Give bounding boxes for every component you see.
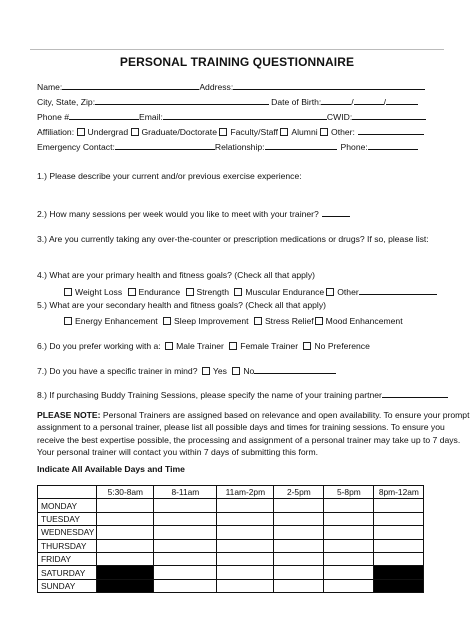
table-header-row bbox=[38, 486, 424, 499]
unavailable-slot-cell bbox=[374, 566, 424, 579]
availability-slot-cell[interactable] bbox=[97, 499, 154, 512]
dob-slash-1: / bbox=[351, 97, 354, 107]
header-corner-cell bbox=[38, 486, 97, 499]
availability-slot-cell[interactable] bbox=[217, 499, 274, 512]
mood-enhancement-checkbox[interactable] bbox=[315, 317, 323, 325]
availability-slot-cell[interactable] bbox=[154, 512, 217, 525]
question-1: 1.) Please describe your current and/or previous exercise experience: bbox=[37, 171, 302, 181]
graduate-checkbox[interactable] bbox=[131, 128, 139, 136]
unavailable-slot-cell bbox=[97, 579, 154, 592]
name-row bbox=[37, 81, 425, 93]
table-body bbox=[38, 499, 424, 593]
header-cell: 2-5pm bbox=[274, 486, 324, 499]
cwid-field[interactable] bbox=[352, 111, 426, 120]
question-6-row bbox=[37, 341, 370, 352]
stress-relief-label: Stress Relief bbox=[264, 316, 314, 326]
no-checkbox[interactable] bbox=[232, 367, 240, 375]
table-row bbox=[38, 579, 424, 592]
availability-slot-cell[interactable] bbox=[217, 566, 274, 579]
other-affiliation-field[interactable] bbox=[358, 126, 424, 135]
email-label: Email: bbox=[139, 112, 163, 122]
cwid-label: CWID: bbox=[326, 112, 353, 122]
faculty-staff-label: Faculty/Staff bbox=[230, 127, 278, 137]
female-trainer-label: Female Trainer bbox=[240, 341, 299, 351]
availability-slot-cell[interactable] bbox=[324, 566, 374, 579]
name-field[interactable] bbox=[62, 81, 199, 90]
availability-slot-cell[interactable] bbox=[97, 552, 154, 565]
undergrad-checkbox[interactable] bbox=[77, 128, 85, 136]
other-goal-checkbox[interactable] bbox=[326, 288, 334, 296]
city-state-zip-label: City, State, Zip: bbox=[37, 97, 96, 107]
table-row bbox=[38, 539, 424, 552]
female-trainer-checkbox[interactable] bbox=[229, 342, 237, 350]
question-5: 5.) What are your secondary health and fitness goals? (Check all that apply) bbox=[37, 300, 326, 310]
table-row bbox=[38, 526, 424, 539]
availability-slot-cell[interactable] bbox=[374, 526, 424, 539]
energy-enhancement-label: Energy Enhancement bbox=[75, 316, 158, 326]
muscular-endurance-checkbox[interactable] bbox=[234, 288, 242, 296]
emergency-contact-field[interactable] bbox=[115, 141, 215, 150]
strength-checkbox[interactable] bbox=[186, 288, 194, 296]
note-line-4: Your personal trainer will contact you within 7 days of submitting this form. bbox=[37, 446, 319, 457]
availability-slot-cell[interactable] bbox=[274, 526, 324, 539]
secondary-goals-options bbox=[64, 316, 403, 327]
day-label-cell: TUESDAY bbox=[38, 512, 97, 525]
note-line-3: receive the best expertise possible, the processing and assignment of a personal trainer may take up to 7 days. bbox=[37, 434, 461, 445]
note-line-2: assignment to a personal trainer, please list all possible days and times for training sessions. To ensure you bbox=[37, 422, 445, 433]
top-rule bbox=[30, 49, 444, 50]
unavailable-slot-cell bbox=[97, 566, 154, 579]
mood-enhancement-label: Mood Enhancement bbox=[325, 316, 403, 326]
availability-slot-cell[interactable] bbox=[274, 499, 324, 512]
dob-month-field[interactable] bbox=[321, 96, 354, 107]
no-preference-checkbox[interactable] bbox=[303, 342, 311, 350]
unavailable-slot-cell bbox=[374, 579, 424, 592]
availability-slot-cell[interactable] bbox=[154, 566, 217, 579]
availability-slot-cell[interactable] bbox=[324, 552, 374, 565]
phone-row bbox=[37, 111, 426, 123]
energy-enhancement-checkbox[interactable] bbox=[64, 317, 72, 325]
availability-slot-cell[interactable] bbox=[324, 579, 374, 592]
faculty-staff-checkbox[interactable] bbox=[219, 128, 227, 136]
endurance-label: Endurance bbox=[138, 287, 181, 297]
alumni-checkbox[interactable] bbox=[280, 128, 288, 136]
availability-slot-cell[interactable] bbox=[217, 579, 274, 592]
sessions-per-week-field[interactable] bbox=[322, 208, 350, 217]
availability-slot-cell[interactable] bbox=[374, 539, 424, 552]
availability-slot-cell[interactable] bbox=[154, 579, 217, 592]
muscular-endurance-label: Muscular Endurance bbox=[245, 287, 325, 297]
availability-slot-cell[interactable] bbox=[274, 579, 324, 592]
availability-table bbox=[37, 485, 424, 593]
availability-slot-cell[interactable] bbox=[324, 512, 374, 525]
day-label-cell: FRIDAY bbox=[38, 552, 97, 565]
relationship-label: Relationship: bbox=[214, 142, 265, 152]
please-note-paragraph bbox=[37, 409, 470, 458]
availability-slot-cell[interactable] bbox=[374, 512, 424, 525]
weight-loss-label: Weight Loss bbox=[75, 287, 123, 297]
availability-slot-cell[interactable] bbox=[97, 526, 154, 539]
phone-label: Phone # bbox=[37, 112, 70, 122]
availability-slot-cell[interactable] bbox=[154, 552, 217, 565]
relationship-field[interactable] bbox=[265, 141, 337, 150]
endurance-checkbox[interactable] bbox=[128, 288, 136, 296]
city-state-zip-field[interactable] bbox=[95, 96, 269, 105]
availability-slot-cell[interactable] bbox=[217, 552, 274, 565]
male-trainer-checkbox[interactable] bbox=[165, 342, 173, 350]
table-row bbox=[38, 512, 424, 525]
sleep-improvement-checkbox[interactable] bbox=[163, 317, 171, 325]
dob-year-field[interactable] bbox=[383, 96, 418, 107]
day-label-cell: THURSDAY bbox=[38, 539, 97, 552]
header-cell: 5-8pm bbox=[324, 486, 374, 499]
availability-slot-cell[interactable] bbox=[154, 499, 217, 512]
question-4: 4.) What are your primary health and fitness goals? (Check all that apply) bbox=[37, 270, 315, 280]
availability-slot-cell[interactable] bbox=[217, 539, 274, 552]
availability-slot-cell[interactable] bbox=[217, 512, 274, 525]
emergency-phone-field[interactable] bbox=[368, 141, 418, 150]
affiliation-row bbox=[37, 126, 424, 138]
yes-checkbox[interactable] bbox=[202, 367, 210, 375]
graduate-label: Graduate/Doctorate bbox=[141, 127, 217, 137]
header-cell: 8pm-12am bbox=[374, 486, 424, 499]
question-8-row bbox=[37, 389, 448, 401]
weight-loss-checkbox[interactable] bbox=[64, 288, 72, 296]
question-2-row bbox=[37, 208, 350, 220]
availability-slot-cell[interactable] bbox=[97, 539, 154, 552]
question-8: 8.) If purchasing Buddy Training Sessions, please specify the name of your training partner bbox=[37, 390, 382, 400]
header-cell: 11am-2pm bbox=[217, 486, 274, 499]
other-goal-label: Other bbox=[337, 287, 359, 297]
table-row bbox=[38, 499, 424, 512]
other-affiliation-label: Other: bbox=[331, 127, 355, 137]
question-6: 6.) Do you prefer working with a: bbox=[37, 341, 161, 351]
other-goal-field[interactable] bbox=[359, 286, 437, 295]
availability-slot-cell[interactable] bbox=[324, 499, 374, 512]
stress-relief-checkbox[interactable] bbox=[254, 317, 262, 325]
address-label: Address: bbox=[199, 82, 234, 92]
question-7: 7.) Do you have a specific trainer in mind? bbox=[37, 366, 198, 376]
sleep-improvement-label: Sleep Improvement bbox=[174, 316, 249, 326]
yes-label: Yes bbox=[212, 366, 227, 376]
day-label-cell: SUNDAY bbox=[38, 579, 97, 592]
affiliation-label: Affiliation: bbox=[37, 127, 75, 137]
day-label-cell: SATURDAY bbox=[38, 566, 97, 579]
dob-slash-2: / bbox=[383, 97, 387, 107]
header-cell: 5:30-8am bbox=[97, 486, 154, 499]
table-row bbox=[38, 552, 424, 565]
no-label: No bbox=[243, 366, 255, 376]
availability-slot-cell[interactable] bbox=[274, 512, 324, 525]
emergency-row bbox=[37, 141, 418, 153]
please-note-label: PLEASE NOTE: bbox=[37, 410, 101, 420]
availability-slot-cell[interactable] bbox=[154, 526, 217, 539]
availability-slot-cell[interactable] bbox=[217, 526, 274, 539]
form-title: PERSONAL TRAINING QUESTIONNAIRE bbox=[119, 55, 355, 69]
primary-goals-options bbox=[64, 286, 437, 298]
availability-slot-cell[interactable] bbox=[274, 539, 324, 552]
note-line-1 bbox=[37, 409, 470, 421]
table-row bbox=[38, 566, 424, 579]
trainer-name-field[interactable] bbox=[254, 365, 336, 374]
availability-slot-cell[interactable] bbox=[154, 539, 217, 552]
emergency-phone-label: Phone: bbox=[340, 142, 368, 152]
dob-day-field[interactable] bbox=[354, 96, 387, 107]
availability-slot-cell[interactable] bbox=[274, 552, 324, 565]
availability-slot-cell[interactable] bbox=[324, 539, 374, 552]
question-2: 2.) How many sessions per week would you like to meet with your trainer? bbox=[37, 209, 319, 219]
undergrad-label: Undergrad bbox=[87, 127, 129, 137]
no-preference-label: No Preference bbox=[314, 341, 370, 351]
emergency-contact-label: Emergency Contact: bbox=[37, 142, 115, 152]
question-3: 3.) Are you currently taking any over-the-counter or prescription medications or drugs? If so, please list: bbox=[37, 234, 429, 244]
address-field[interactable] bbox=[233, 81, 425, 90]
name-label: Name: bbox=[37, 82, 63, 92]
header-cell: 8-11am bbox=[154, 486, 217, 499]
male-trainer-label: Male Trainer bbox=[176, 341, 224, 351]
other-affiliation-checkbox[interactable] bbox=[320, 128, 328, 136]
note-text-1: Personal Trainers are assigned based on relevance and open availability. To ensure your prompt bbox=[100, 410, 470, 420]
availability-slot-cell[interactable] bbox=[324, 526, 374, 539]
availability-slot-cell[interactable] bbox=[97, 512, 154, 525]
availability-slot-cell[interactable] bbox=[274, 566, 324, 579]
phone-field[interactable] bbox=[69, 111, 139, 120]
dob-label: Date of Birth: bbox=[271, 97, 322, 107]
day-label-cell: MONDAY bbox=[38, 499, 97, 512]
strength-label: Strength bbox=[196, 287, 229, 297]
availability-slot-cell[interactable] bbox=[374, 552, 424, 565]
training-partner-field[interactable] bbox=[382, 389, 448, 398]
city-row bbox=[37, 96, 418, 108]
alumni-label: Alumni bbox=[291, 127, 318, 137]
availability-slot-cell[interactable] bbox=[374, 499, 424, 512]
question-7-row bbox=[37, 365, 336, 377]
day-label-cell: WEDNESDAY bbox=[38, 526, 97, 539]
email-field[interactable] bbox=[163, 111, 327, 120]
availability-heading: Indicate All Available Days and Time bbox=[37, 464, 185, 474]
